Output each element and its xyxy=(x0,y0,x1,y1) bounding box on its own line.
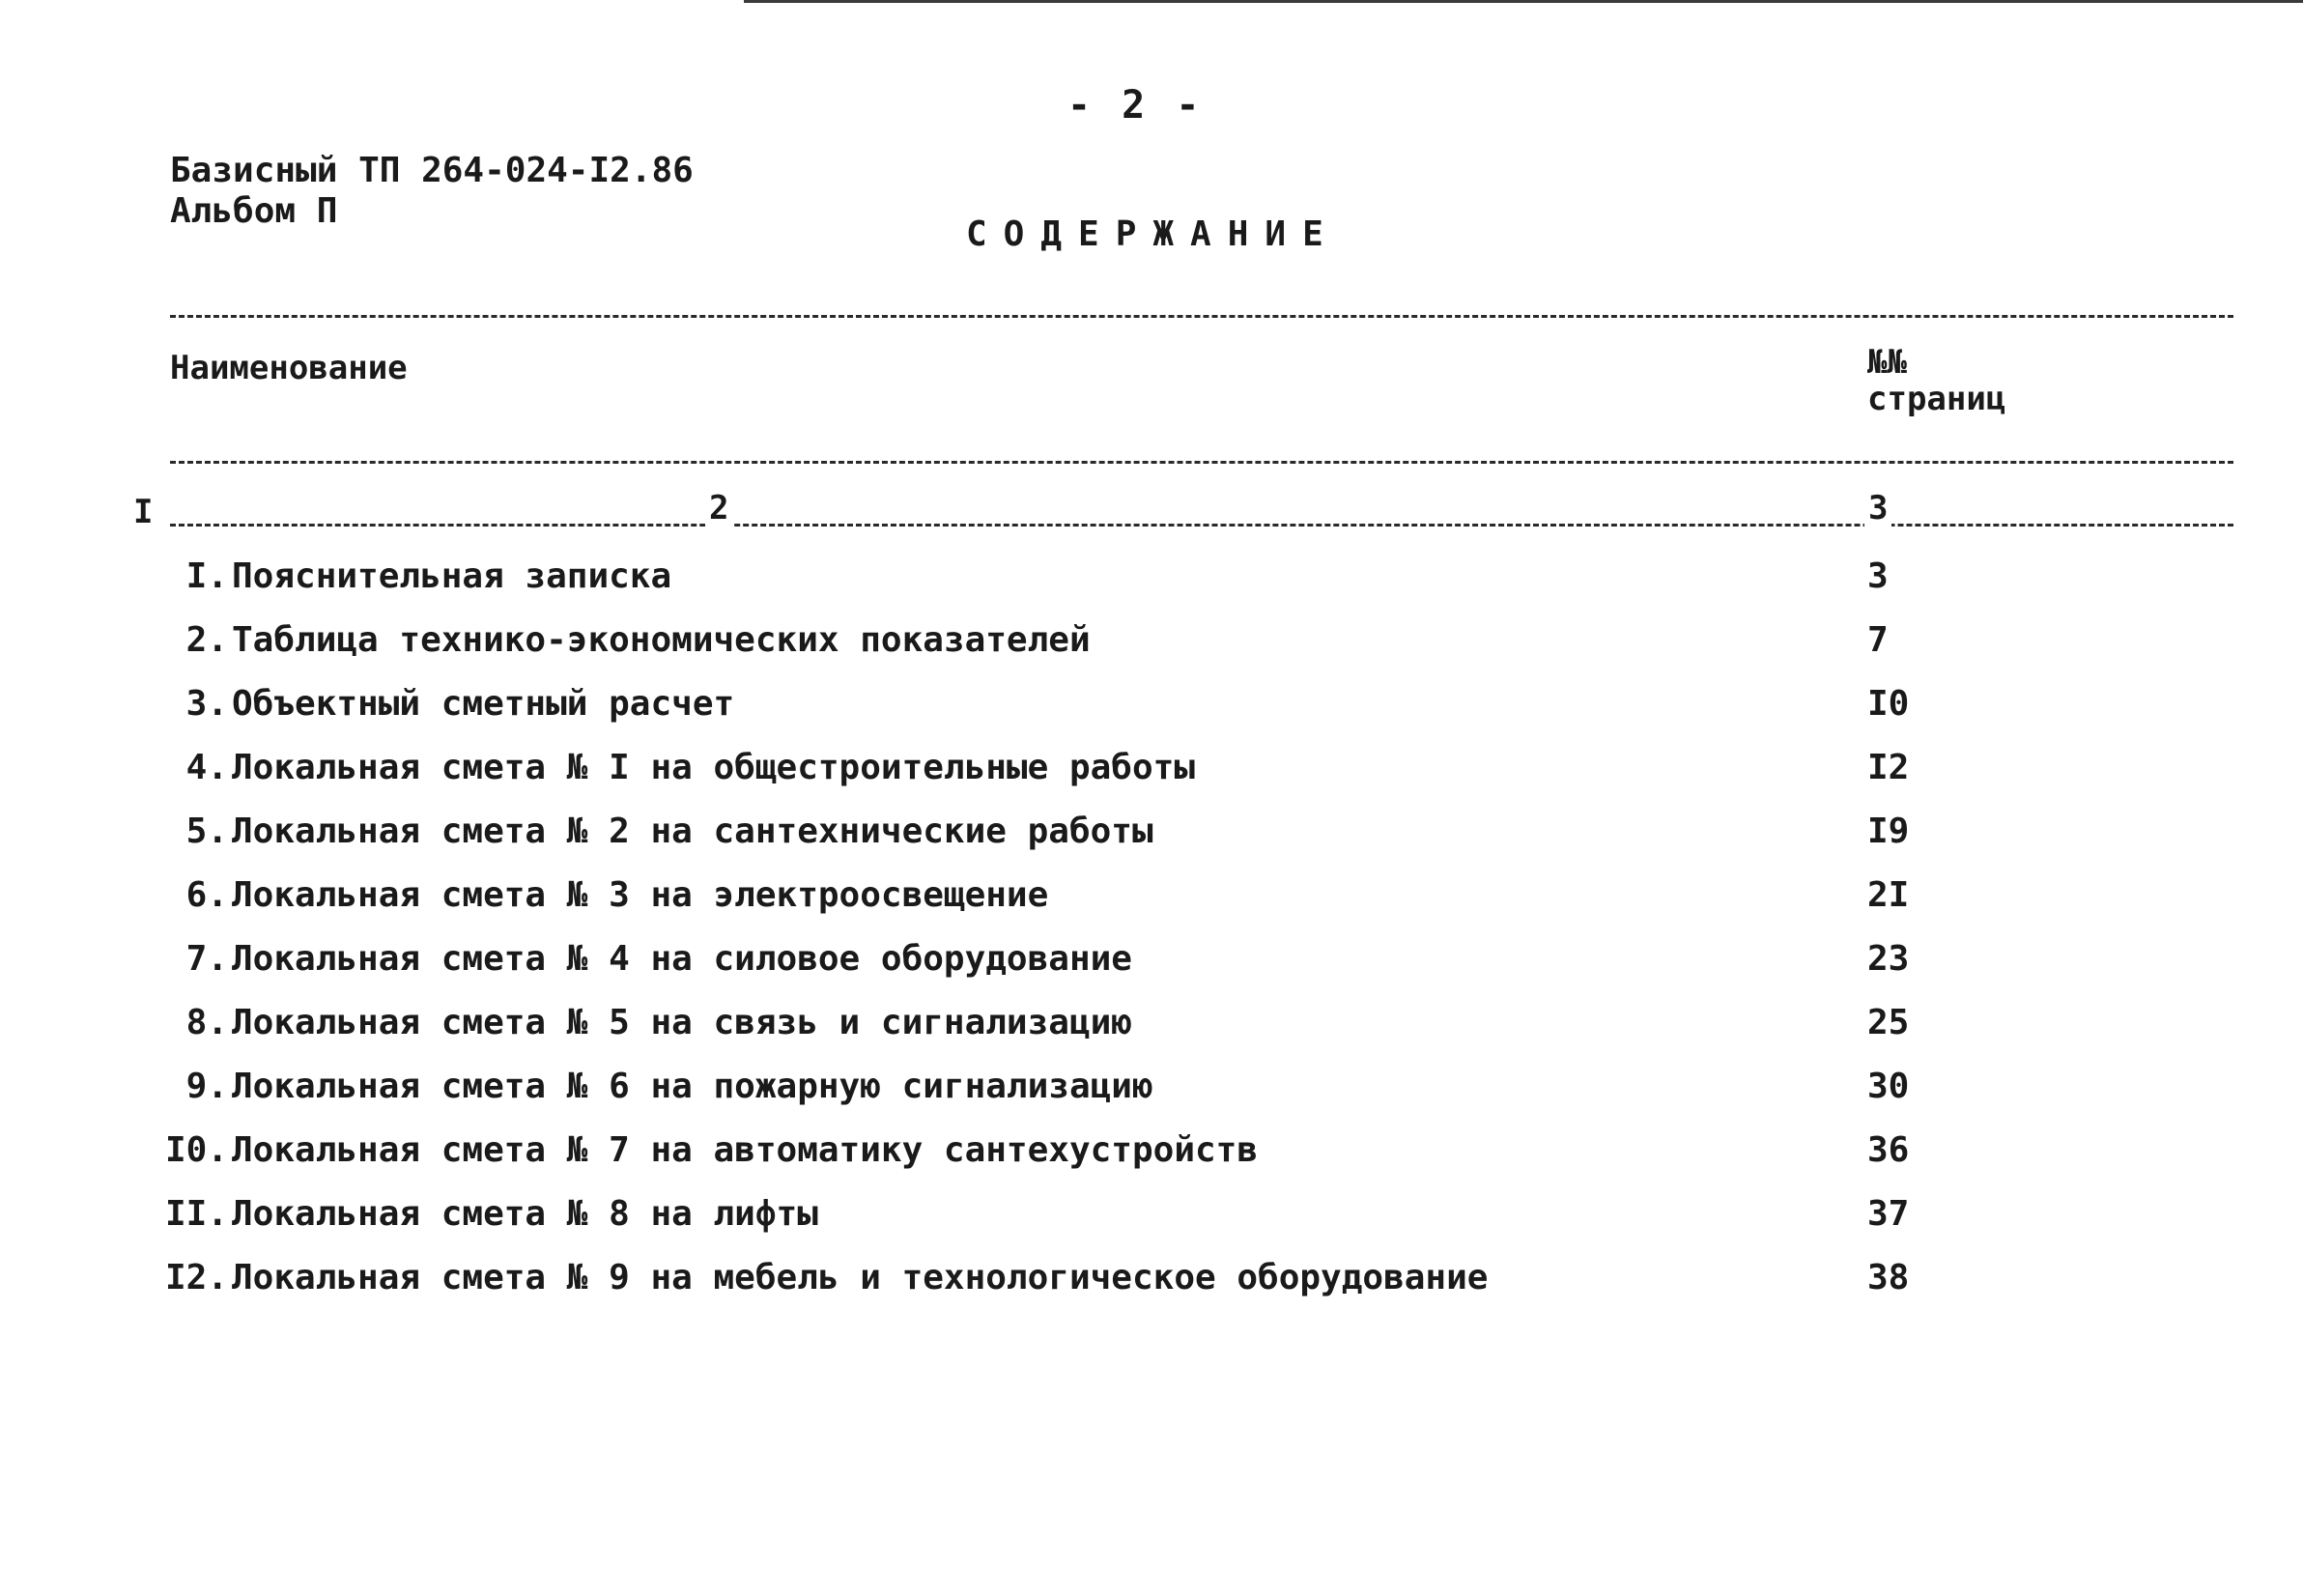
toc-entry-title: Локальная смета № 7 на автоматику сантехустройств xyxy=(232,1130,1259,1170)
toc-entry-page: I2 xyxy=(1867,748,1910,787)
toc-entry-title: Локальная смета № 2 на сантехнические работы xyxy=(232,812,1153,851)
column-header-name: Наименование xyxy=(170,349,408,387)
toc-entry-title: Локальная смета № 8 на лифты xyxy=(232,1194,818,1234)
toc-entry-page: I0 xyxy=(1867,684,1910,724)
column-header-pages xyxy=(1867,344,2005,417)
column-header-pages-numero: №№ xyxy=(1867,343,1907,382)
toc-entry-number: 3. xyxy=(185,684,228,724)
document-reference xyxy=(170,151,694,232)
toc-entry xyxy=(0,748,2303,798)
toc-entry-number: 5. xyxy=(185,812,228,851)
toc-entry-page: 36 xyxy=(1867,1130,1910,1170)
toc-entry-number: I0. xyxy=(164,1130,228,1170)
toc-entry-number: 4. xyxy=(185,748,228,787)
toc-entry-title: Локальная смета № 3 на электроосвещение xyxy=(232,875,1049,915)
toc-entry xyxy=(0,556,2303,607)
toc-entry-page: 30 xyxy=(1867,1067,1910,1106)
toc-entry xyxy=(0,1003,2303,1053)
page-number: - 2 - xyxy=(1067,83,1204,128)
toc-entry-title: Локальная смета № 9 на мебель и технологическое оборудование xyxy=(232,1258,1489,1297)
toc-entry-number: 2. xyxy=(185,620,228,660)
table-header-rule xyxy=(170,461,2233,464)
toc-entry xyxy=(0,875,2303,926)
toc-entry xyxy=(0,1067,2303,1117)
toc-entry-number: 7. xyxy=(185,939,228,979)
toc-entry xyxy=(0,684,2303,734)
column-number-rule xyxy=(170,524,2233,527)
toc-entry-number: I. xyxy=(185,556,228,596)
toc-entry-number: I2. xyxy=(164,1258,228,1297)
document-code: Базисный ТП 264-024-I2.86 xyxy=(170,151,694,190)
toc-entry-title: Локальная смета № 6 на пожарную сигнализацию xyxy=(232,1067,1153,1106)
toc-entry-number: 6. xyxy=(185,875,228,915)
album-label: Альбом П xyxy=(170,191,338,231)
toc-entry-number: II. xyxy=(164,1194,228,1234)
toc-entry-number: 9. xyxy=(185,1067,228,1106)
toc-entry-page: 3 xyxy=(1867,556,1889,596)
toc-entry-page: 25 xyxy=(1867,1003,1910,1042)
toc-entry-title: Локальная смета № 4 на силовое оборудование xyxy=(232,939,1132,979)
toc-entry-page: 38 xyxy=(1867,1258,1910,1297)
toc-entry xyxy=(0,1258,2303,1308)
toc-entry xyxy=(0,1130,2303,1181)
column-number-2: 2 xyxy=(705,489,732,527)
toc-entry-page: I9 xyxy=(1867,812,1910,851)
toc-entry-title: Локальная смета № I на общестроительные работы xyxy=(232,748,1195,787)
toc-entry-title: Пояснительная записка xyxy=(232,556,672,596)
toc-entry-title: Объектный сметный расчет xyxy=(232,684,735,724)
toc-entry-page: 2I xyxy=(1867,875,1910,915)
toc-entry-page: 7 xyxy=(1867,620,1889,660)
toc-entry xyxy=(0,1194,2303,1244)
toc-entry-title: Локальная смета № 5 на связь и сигнализацию xyxy=(232,1003,1132,1042)
column-number-3: 3 xyxy=(1864,489,1891,527)
toc-entry-number: 8. xyxy=(185,1003,228,1042)
toc-entry xyxy=(0,812,2303,862)
document-title: СОДЕРЖАНИЕ xyxy=(966,214,1340,254)
scan-border-line xyxy=(744,0,2303,3)
column-number-1: I xyxy=(129,493,156,531)
column-header-pages-label: страниц xyxy=(1867,380,2006,418)
toc-entry xyxy=(0,939,2303,989)
table-top-rule xyxy=(170,315,2233,318)
toc-entry xyxy=(0,620,2303,670)
toc-entry-title: Таблица технико-экономических показателей xyxy=(232,620,1091,660)
toc-entry-page: 23 xyxy=(1867,939,1910,979)
toc-entry-page: 37 xyxy=(1867,1194,1910,1234)
